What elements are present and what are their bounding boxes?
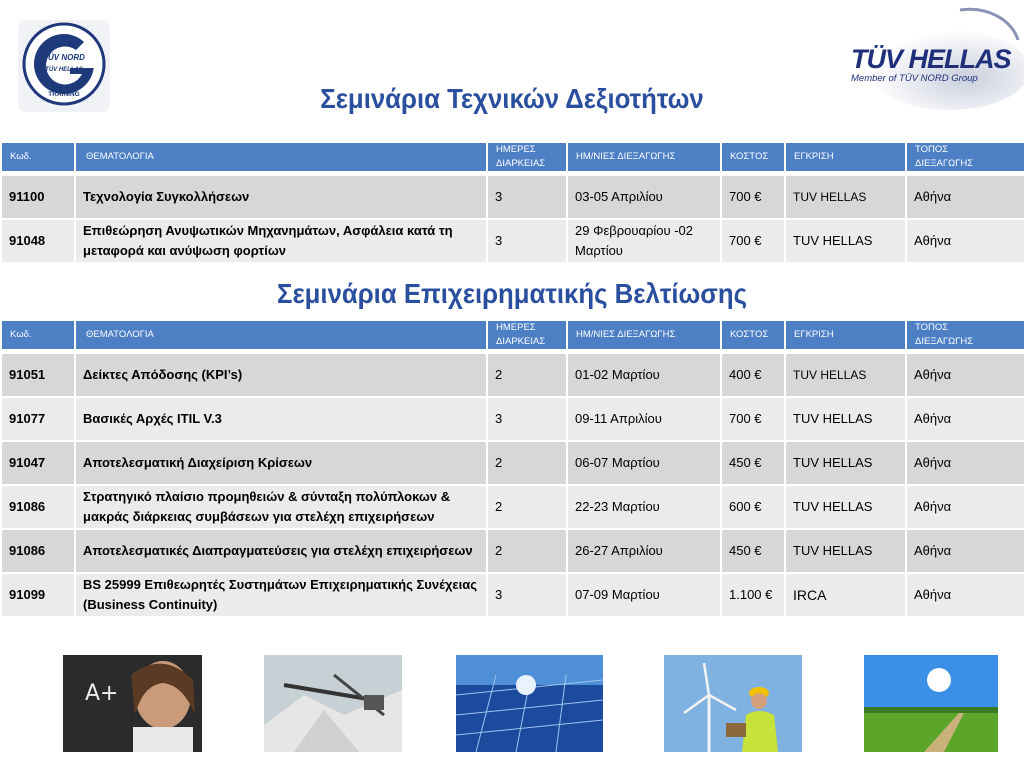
cell-approval: TUV HELLAS xyxy=(786,354,905,396)
cell-approval: TUV HELLAS xyxy=(786,398,905,440)
header-dates: ΗΜ/ΝΙΕΣ ΔΙΕΞΑΓΩΓΗΣ xyxy=(568,321,720,349)
svg-text:TRAINING: TRAINING xyxy=(48,91,80,98)
cell-topic: Βασικές Αρχές ITIL V.3 xyxy=(76,398,486,440)
photo-solar-panels xyxy=(456,655,603,752)
cell-approval: IRCA xyxy=(786,574,905,616)
tuv-hellas-brand: TÜV HELLAS xyxy=(851,44,1011,74)
cell-dates: 06-07 Μαρτίου xyxy=(568,442,720,484)
cell-code: 91047 xyxy=(2,442,74,484)
cell-days: 3 xyxy=(488,220,566,262)
cell-cost: 450 € xyxy=(722,442,784,484)
cell-code: 91100 xyxy=(2,176,74,218)
table-row xyxy=(2,574,1024,616)
cell-days: 3 xyxy=(488,398,566,440)
cell-approval: TUV HELLAS xyxy=(786,442,905,484)
cell-topic: Δείκτες Απόδοσης (KPI’s) xyxy=(76,354,486,396)
cell-dates: 07-09 Μαρτίου xyxy=(568,574,720,616)
svg-text:TÜV NORD: TÜV NORD xyxy=(43,53,85,62)
header-place: ΤΟΠΟΣ ΔΙΕΞΑΓΩΓΗΣ xyxy=(907,321,1024,349)
cell-topic: Αποτελεσματική Διαχείριση Κρίσεων xyxy=(76,442,486,484)
cell-approval: TUV HELLAS xyxy=(786,530,905,572)
cell-days: 3 xyxy=(488,176,566,218)
header-code: Κωδ. xyxy=(2,143,74,171)
cell-code: 91099 xyxy=(2,574,74,616)
header-code: Κωδ. xyxy=(2,321,74,349)
cell-days: 2 xyxy=(488,486,566,528)
cell-topic: BS 25999 Επιθεωρητές Συστημάτων Επιχειρηματικής Συνέχειας (Business Continuity) xyxy=(76,574,486,616)
header-cost: ΚΟΣΤΟΣ xyxy=(722,143,784,171)
header-approval: ΕΓΚΡΙΣΗ xyxy=(786,321,905,349)
table-row xyxy=(2,354,1024,396)
cell-code: 91051 xyxy=(2,354,74,396)
cell-topic: Αποτελεσματικές Διαπραγματεύσεις για στελέχη επιχειρήσεων xyxy=(76,530,486,572)
table-header-row xyxy=(2,321,1024,349)
cell-dates: 03-05 Απριλίου xyxy=(568,176,720,218)
table-row xyxy=(2,176,1024,218)
table-row xyxy=(2,530,1024,572)
cell-place: Αθήνα xyxy=(907,530,1024,572)
header-dates: ΗΜ/ΝΙΕΣ ΔΙΕΞΑΓΩΓΗΣ xyxy=(568,143,720,171)
cell-dates: 29 Φεβρουαρίου -02 Μαρτίου xyxy=(568,220,720,262)
header-days: ΗΜΕΡΕΣ ΔΙΑΡΚΕΙΑΣ xyxy=(488,321,566,349)
table-row xyxy=(2,442,1024,484)
cell-place: Αθήνα xyxy=(907,398,1024,440)
cell-code: 91086 xyxy=(2,486,74,528)
cell-approval: TUV HELLAS xyxy=(786,220,905,262)
section-title-business: Σεμινάρια Επιχειρηματικής Βελτίωσης xyxy=(276,278,748,309)
header-cost: ΚΟΣΤΟΣ xyxy=(722,321,784,349)
cell-dates: 09-11 Απριλίου xyxy=(568,398,720,440)
cell-topic: Τεχνολογία Συγκολλήσεων xyxy=(76,176,486,218)
cell-place: Αθήνα xyxy=(907,574,1024,616)
cell-cost: 400 € xyxy=(722,354,784,396)
header-topic: ΘΕΜΑΤΟΛΟΓΙΑ xyxy=(76,143,486,171)
section-title-technical: Σεμινάρια Τεχνικών Δεξιοτήτων xyxy=(320,83,704,114)
cell-days: 2 xyxy=(488,442,566,484)
cell-place: Αθήνα xyxy=(907,220,1024,262)
tuv-hellas-tagline: Member of TÜV NORD Group xyxy=(851,73,978,84)
business-seminars-table xyxy=(0,319,1024,618)
cell-cost: 700 € xyxy=(722,176,784,218)
cell-days: 3 xyxy=(488,574,566,616)
table-header-row xyxy=(2,143,1024,171)
cell-cost: 1.100 € xyxy=(722,574,784,616)
cell-code: 91086 xyxy=(2,530,74,572)
photo-child-chalkboard xyxy=(63,655,202,752)
cell-place: Αθήνα xyxy=(907,486,1024,528)
cell-approval: TUV HELLAS xyxy=(786,486,905,528)
cell-code: 91077 xyxy=(2,398,74,440)
cell-cost: 700 € xyxy=(722,398,784,440)
cell-topic: Στρατηγικό πλαίσιο προμηθειών & σύνταξη πολύπλοκων & μακράς διάρκειας συμβάσεων για στελέχη επιχειρήσεων xyxy=(76,486,486,528)
table-row xyxy=(2,220,1024,262)
table-row xyxy=(2,398,1024,440)
cell-code: 91048 xyxy=(2,220,74,262)
photo-wind-turbine-engineer xyxy=(664,655,802,752)
table-row xyxy=(2,486,1024,528)
cell-dates: 22-23 Μαρτίου xyxy=(568,486,720,528)
cell-approval: TUV HELLAS xyxy=(786,176,905,218)
cell-dates: 01-02 Μαρτίου xyxy=(568,354,720,396)
header-topic: ΘΕΜΑΤΟΛΟΓΙΑ xyxy=(76,321,486,349)
svg-text:A+: A+ xyxy=(85,681,119,706)
cell-cost: 450 € xyxy=(722,530,784,572)
header-days: ΗΜΕΡΕΣ ΔΙΑΡΚΕΙΑΣ xyxy=(488,143,566,171)
cell-place: Αθήνα xyxy=(907,442,1024,484)
header-approval: ΕΓΚΡΙΣΗ xyxy=(786,143,905,171)
photo-industrial-site xyxy=(264,655,402,752)
cell-cost: 700 € xyxy=(722,220,784,262)
cell-dates: 26-27 Απριλίου xyxy=(568,530,720,572)
cell-place: Αθήνα xyxy=(907,354,1024,396)
cell-days: 2 xyxy=(488,354,566,396)
photo-green-field-sun xyxy=(864,655,998,752)
cell-topic: Επιθεώρηση Ανυψωτικών Μηχανημάτων, Ασφάλεια κατά τη μεταφορά και ανύψωση φορτίων xyxy=(76,220,486,262)
cell-place: Αθήνα xyxy=(907,176,1024,218)
cell-days: 2 xyxy=(488,530,566,572)
header-place: ΤΟΠΟΣ ΔΙΕΞΑΓΩΓΗΣ xyxy=(907,143,1024,171)
svg-text:TÜV HELLAS: TÜV HELLAS xyxy=(45,67,83,73)
cell-cost: 600 € xyxy=(722,486,784,528)
technical-seminars-table xyxy=(0,141,1024,264)
